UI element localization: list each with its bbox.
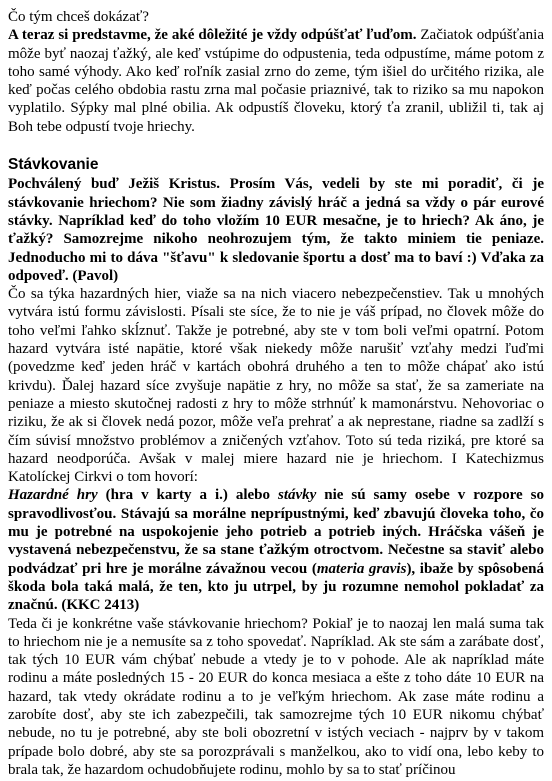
- catechism-quote: [8, 486, 544, 614]
- section1-paragraph: [8, 8, 544, 136]
- ccc-bold-2: ), ibaže by spôsobená škoda bola taká malá, že ten, kto ju utrpel, by ju rozumne nemohol pokladať za značnú. (KKC 2413): [8, 560, 544, 614]
- section1-bold-lead: A teraz si predstavme, že aké dôležité je vždy odpúšťať ľuďom.: [8, 27, 417, 44]
- section1-body: Začiatok odpúšťania môže byť naozaj ťažký, ale keď vstúpime do odpustenia, teda odpustíme, máme potom z toho samé výhody. Ako keď roľník zasial zrno do zeme, tým išiel do určitého rizika, ale keď počas celého obdobia rastu zrna mal počasie priaznivé, tak to riziko sa mu napokon vyplatilo. Sýpky mal plné obilia. Ak odpustíš človeku, ktorý ťa zranil, ubližil ti, tak aj Boh tebe odpustí tvoje hriechy.: [8, 27, 545, 135]
- ccc-italic-hazard: Hazardné hry: [8, 487, 98, 504]
- followup-paragraph: Teda či je konkrétne vaše stávkovanie hriechom? Pokiaľ je to naozaj len malá suma tak to hriechom nie je a nemusíte sa z toho spovedať. Napríklad. Ak ste sám a zarábate dosť, tak tých 10 EUR vám chýbať nebude a vtedy je to v pohode. Ale ak napríklad máte rodinu a máte posledných 15 - 20 EUR do konca mesiaca a ešte z toho dáte 10 EUR na hazard, tak vtedy okrádate rodinu a to je veľkým hriechom. Ak zase máte rodinu a zarobíte dosť, aby ste ich zabezpečili, tak samozrejme tých 10 EUR nikomu chýbať nebude, no tu je potrebné, aby ste boli obozretní v istých veciach - najprv by v takom prípade bolo dobré, aby ste sa porozprávali s manželkou, ako to vidí ona, lebo keby to brala tak, že hazardom ochudobňujete rodinu, mohlo by sa to stať príčinou: [8, 615, 544, 778]
- ccc-italic-materia: materia gravis: [316, 560, 407, 577]
- section-heading: Stávkovanie: [8, 156, 99, 174]
- ccc-bold-1: nie sú samy osebe v rozpore so spravodlivosťou. Stávajú sa morálne neprípustnými, keď zbavujú človeka toho, čo mu je potrebné na uspokojenie jeho potrieb a potrieb iných. Hráčska vášeň je vystavená nebezpečenstvu, že sa stane ťažkým otroctvom. Nečestne sa staviť alebo podvádzať pri hre je morálne závažnou vecou (: [8, 487, 545, 577]
- reader-question: Pochválený buď Ježiš Kristus. Prosím Vás, vedeli by ste mi poradiť, či je stávkovanie hriechom? Nie som žiadny závislý hráč a jedná sa vždy o pár eurové stávky. Napríklad keď do toho vložím 10 EUR mesačne, je to hriech? Ak áno, je ťažký? Samozrejme nikoho neohrozujem tým, že takto miniem tie peniaze. Jednoducho mi to dáva "šťavu" k sledovanie športu a dosť ma to baví :) Vďaka za odpoveď. (Pavol): [8, 176, 544, 284]
- answer-paragraph: Čo sa týka hazardných hier, viaže sa na nich viacero nebezpečenstiev. Tak u mnohých vytvára istú formu závislosti. Písali ste síce, že to nie je váš prípad, no človek môže do toho veľmi ľahko skĺznuť. Takže je potrebné, aby ste v tom boli veľmi opatrní. Potom hazard vytvára isté napätie, ktoré však niekedy môže narušiť vzťahy medzi ľuďmi (povedzme keď jeden hráč v kartách obohrá druhého a ten to môže chápať ako istú krivdu). Ďalej hazard síce zvyšuje napätie z hry, no môže sa stať, že sa zameriate na peniaze a miesto skutočnej radosti z hry to môže strhnúť k mamonárstvu. Nehovoriac o riziku, že ak si človek nedá pozor, môže veľa prehrať a ak neprestane, riadne sa zadlží s čím súvisí množstvo problémov a zničených vzťahov. Toto sú teda riziká, pre ktoré sa hazard neodporúča. Avšak v malej miere hazard nie je hriechom. I Katechizmus Katolíckej Cirkvi o tom hovorí:: [8, 286, 544, 486]
- section1-question: Čo tým chceš dokázať?: [8, 9, 149, 25]
- ccc-italic-stavky: stávky: [277, 487, 317, 504]
- ccc-plain-1: (hra v karty a i.) alebo: [97, 487, 278, 504]
